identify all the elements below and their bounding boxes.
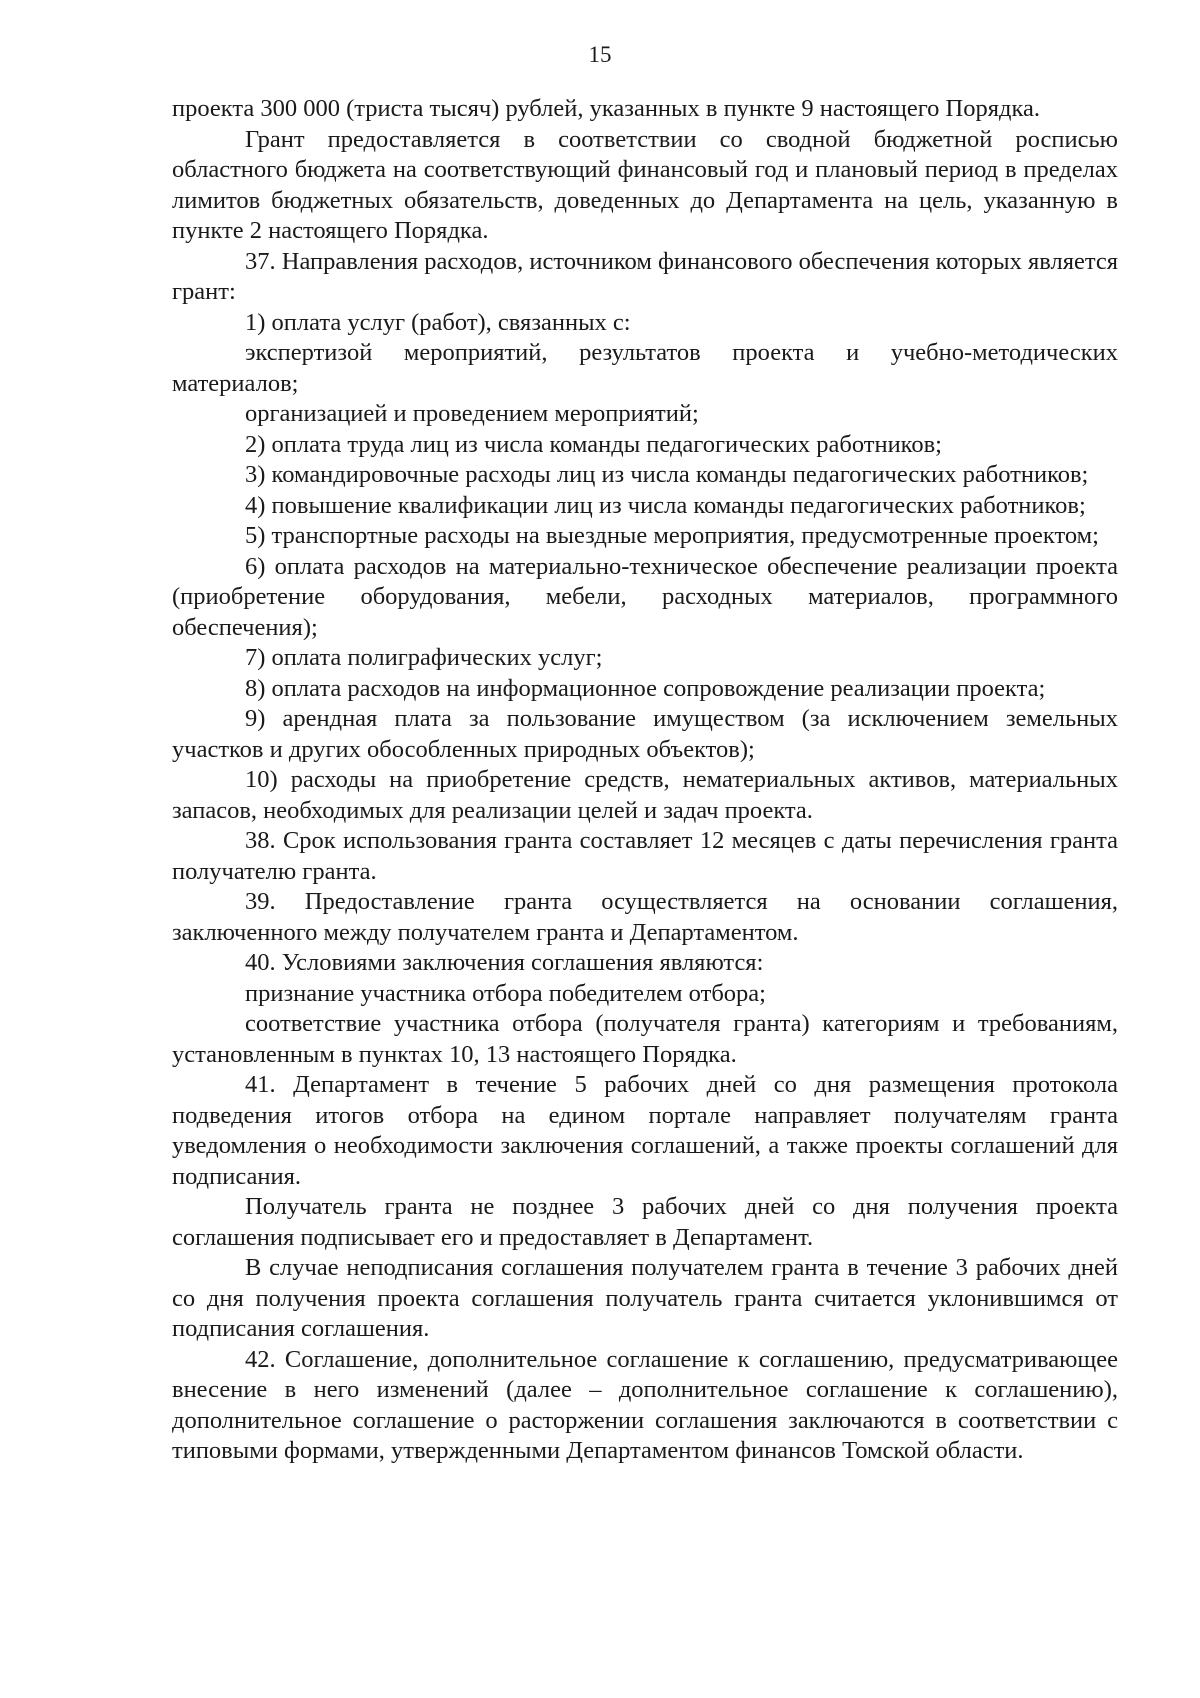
paragraph: 3) командировочные расходы лиц из числа команды педагогических работников; bbox=[245, 461, 1089, 488]
paragraph: 5) транспортные расходы на выездные мероприятия, предусмотренные проектом; bbox=[245, 522, 1099, 549]
paragraph: соответствие участника отбора (получателя гранта) категориям и требованиям, установленным в пунктах 10, 13 настоящего Порядка. bbox=[172, 1010, 1118, 1068]
paragraph: 7) оплата полиграфических услуг; bbox=[245, 644, 603, 671]
page-number: 15 bbox=[588, 42, 612, 67]
paragraph: экспертизой мероприятий, результатов проекта и учебно-методических материалов; bbox=[172, 339, 1118, 397]
paragraph: 4) повышение квалификации лиц из числа команды педагогических работников; bbox=[245, 491, 1086, 519]
paragraph: организацией и проведением мероприятий; bbox=[245, 400, 699, 427]
paragraph: 41. Департамент в течение 5 рабочих дней со дня размещения протокола подведения итогов отбора на едином портале направляет получателям гранта уведомления о необходимости заключения соглашений, а также проекты соглашений для подписания. bbox=[172, 1071, 1118, 1190]
document-body bbox=[172, 94, 1118, 1467]
paragraph: Грант предоставляется в соответствии со сводной бюджетной росписью областного бюджета на соответствующий финансовый год и плановый период в пределах лимитов бюджетных обязательств, доведенных до Департамента на цель, указанную в пункте 2 настоящего Порядка. bbox=[172, 125, 1118, 244]
paragraph: 38. Срок использования гранта составляет 12 месяцев с даты перечисления гранта получателю гранта. bbox=[172, 827, 1118, 885]
paragraph: 40. Условиями заключения соглашения являются: bbox=[245, 949, 764, 976]
paragraph: 1) оплата услуг (работ), связанных с: bbox=[245, 308, 631, 336]
paragraph: 42. Соглашение, дополнительное соглашение к соглашению, предусматривающее внесение в него изменений (далее – дополнительное соглашение к соглашению), дополнительное соглашение о расторжении соглашения заключаются в соответствии с типовыми формами, утвержденными Департаментом финансов Томской области. bbox=[172, 1345, 1118, 1464]
paragraph: 8) оплата расходов на информационное сопровождение реализации проекта; bbox=[245, 674, 1046, 702]
paragraph: 2) оплата труда лиц из числа команды педагогических работников; bbox=[245, 430, 942, 458]
paragraph: 37. Направления расходов, источником финансового обеспечения которых является грант: bbox=[172, 247, 1118, 305]
paragraph: Получатель гранта не позднее 3 рабочих дней со дня получения проекта соглашения подписывает его и предоставляет в Департамент. bbox=[172, 1193, 1118, 1251]
paragraph: признание участника отбора победителем отбора; bbox=[245, 979, 766, 1007]
paragraph: 6) оплата расходов на материально-техническое обеспечение реализации проекта (приобретение оборудования, мебели, расходных материалов, программного обеспечения); bbox=[172, 552, 1118, 641]
paragraph: В случае неподписания соглашения получателем гранта в течение 3 рабочих дней со дня получения проекта соглашения получатель гранта считается уклонившимся от подписания соглашения. bbox=[172, 1254, 1118, 1342]
paragraph: 39. Предоставление гранта осуществляется на основании соглашения, заключенного между получателем гранта и Департаментом. bbox=[172, 888, 1118, 946]
paragraph: 9) арендная плата за пользование имуществом (за исключением земельных участков и других обособленных природных объектов); bbox=[172, 705, 1118, 763]
paragraph: 10) расходы на приобретение средств, нематериальных активов, материальных запасов, необходимых для реализации целей и задач проекта. bbox=[172, 766, 1118, 824]
paragraph: проекта 300 000 (триста тысяч) рублей, указанных в пункте 9 настоящего Порядка. bbox=[172, 95, 1041, 122]
